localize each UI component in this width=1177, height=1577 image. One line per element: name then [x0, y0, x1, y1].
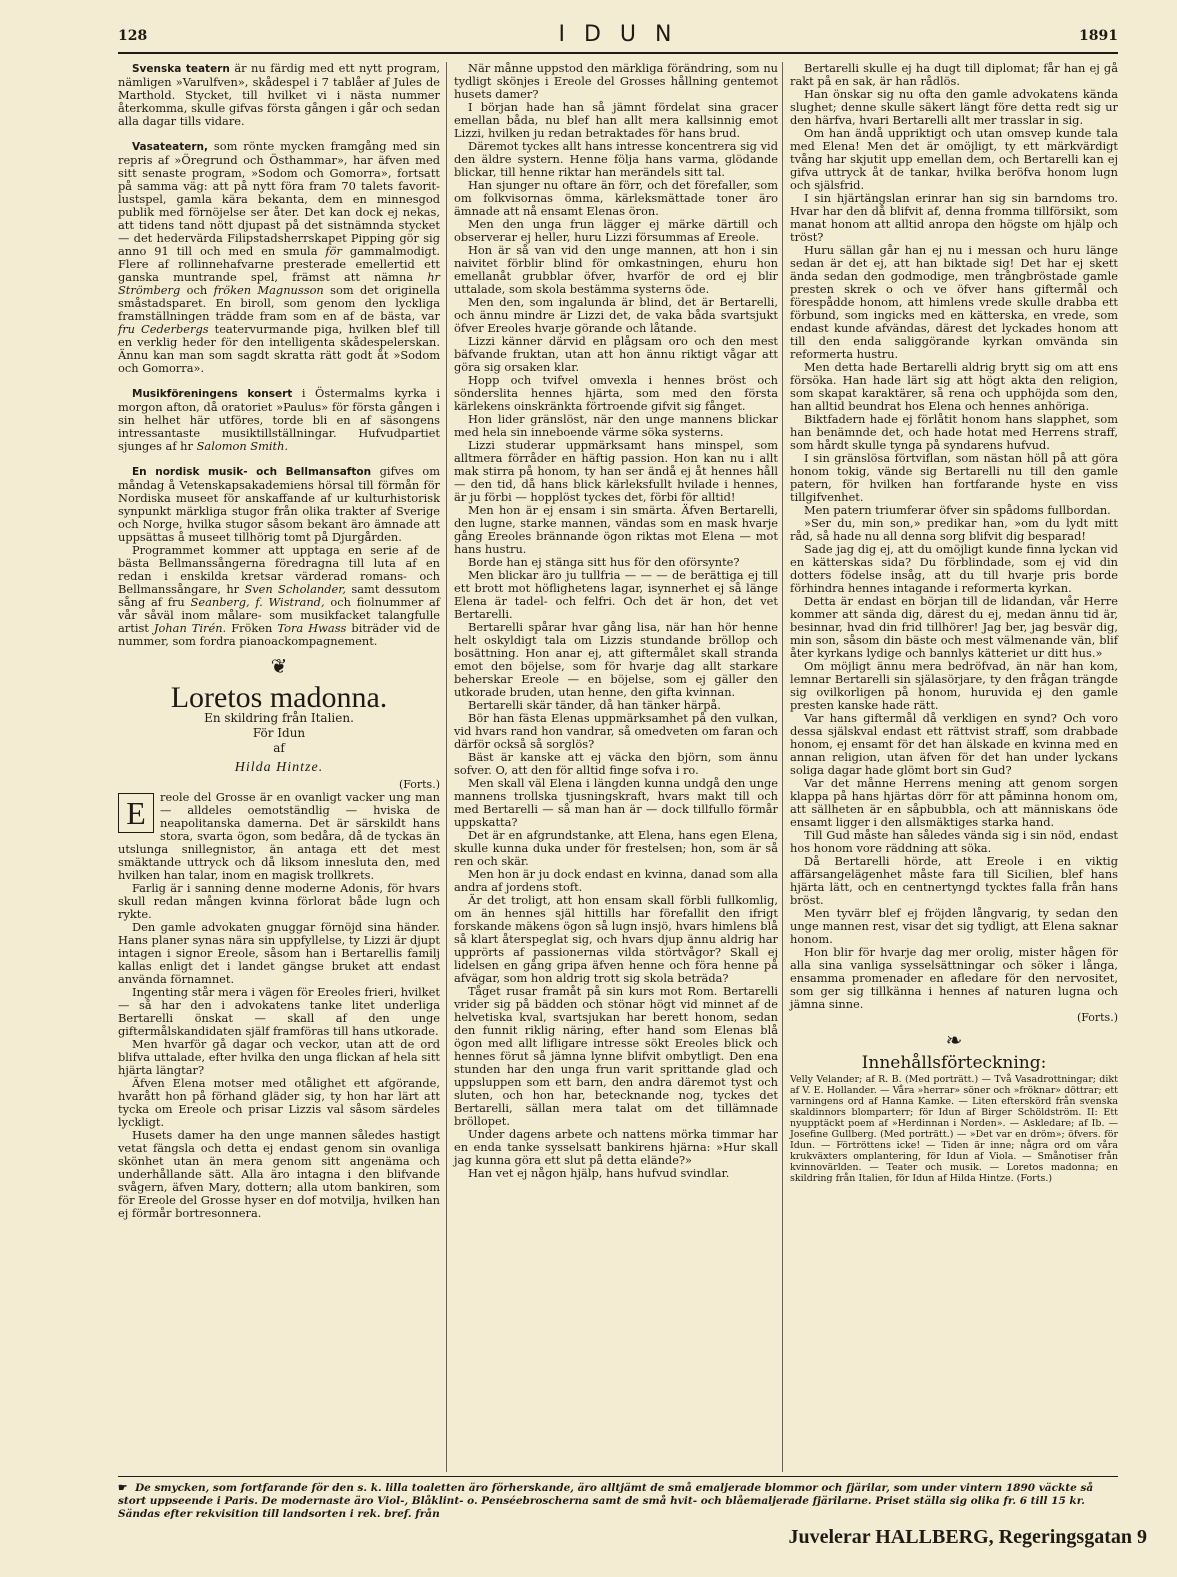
- toc-body: Velly Velander; af R. B. (Med porträtt.) — Två Vasadrottningar; dikt af V. E. Hollander. — Våra »herrar» söner och »fröknar» döttrar; ett varningens ord af Hanna Kamke. — Liten efterskörd från svenska skaldinnors blomparterr; för Idun af Birger Schöldström. II: Ett nyupptäckt poem af »Herdinnan i Norden». — Askledare; af Ib. — Josefine Gullberg. (Med porträtt.) — »Det var en dröm»; öfvers. för Idun. — Förtröttens icke! — Tiden är inne; några ord om våra krukväxters omplantering, för Idun af Viola. — Smånotiser från kvinnovärlden. — Teater och musik. — Loretos madonna; en skildring från Italien, för Idun af Hilda Hintze. (Forts.): [790, 1074, 1118, 1184]
- paragraph: Lizzi studerar uppmärksamt hans minspel, som alltmera förråder en häftig passion. Hon kan nu i allt mak stirra på honom, ty han ser ändå ej åt hennes håll — den tid, då hans blick kärleksfullt hvilade i hennes, är ju förbi — hopplöst tyckes det, förbi för alltid!: [454, 438, 778, 504]
- emphasis: Sven Scholander,: [244, 582, 347, 596]
- paragraph: Bör han fästa Elenas uppmärksamhet på den vulkan, vid hvars rand hon vandrar, så omedveten om faran och därför också så sorglös?: [454, 711, 778, 751]
- paragraph: reole del Grosse är en ovanligt vacker ung man — alldeles oemotständlig — hviska de neapolitanska damerna. Det är särskildt hans stora, svarta ögon, som bedåra, då de tyckas än utslunga snillegnistor, än antaga ett det mest smäktande uttryck och då liksom innesluta den, med hvilken han talar, inom en magisk trollkrets.: [118, 790, 440, 882]
- flourish-ornament-icon: ❧: [945, 1028, 963, 1052]
- paragraph: Han vet ej någon hjälp, hans hufvud svindlar.: [468, 1166, 730, 1180]
- paragraph: Men den, som ingalunda är blind, det är Bertarelli, och ännu mindre är Lizzi det, de vaka båda svartsjukt öfver Ereoles hvarje görande och låtande.: [454, 295, 778, 335]
- notice-text: och: [186, 283, 208, 297]
- paragraph: Bertarelli skulle ej ha dugt till diplomat; får han ej gå rakt på en sak, är han rådlös.: [790, 61, 1118, 88]
- notice-text: och fiolnummer af vår såväl inom målare- som musikfacket talangfulle artist: [118, 595, 441, 635]
- paragraph: Biktfadern hade ej förlåtit honom hans slapphet, som han benämnde det, och hade hotat med Herrens straff, som hårdt skulle tynga på syndarens hufvud.: [790, 412, 1118, 452]
- page-year: 1891: [1079, 28, 1118, 44]
- notice-text: som det originella småstadsparet. En biroll, som genom den lyckliga framställningen trädde fram som en af de bästa, var: [118, 283, 441, 323]
- notice-text: i Östermalms kyrka i morgon afton, då oratoriet »Paulus» för första gången i sin helhet här utföres, torde bli en af säsongens intressantaste musiktillställningar. Hufvudpartiet sjunges af hr: [118, 386, 440, 453]
- paragraph: Hon lider gränslöst, när den unge mannens blickar med hela sin inneboende värme söka systerns.: [454, 412, 778, 439]
- masthead: I D U N: [558, 22, 678, 47]
- paragraph: Är det troligt, att hon ensam skall förbli fullkomlig, om än hennes själ hittills har förefallit den ifrigt forskande mäkens ögon så lugn insjö, hvars himlens blå så klart återspeglat sig, och hvars djup ännu aldrig har upprörts af passionernas vilda störtvågor? Skall ej lidelsen en gång gripa äfven henne och föra henne på afvägar, som hon aldrig trott sig skola beträda?: [454, 893, 778, 985]
- paragraph: »Ser du, min son,» predikar han, »om du lydt mitt råd, så hade nu all denna sorg blifvit dig besparad!: [790, 516, 1118, 543]
- paragraph: Tåget rusar framåt på sin kurs mot Rom. Bertarelli vrider sig på bädden och stönar högt vid minnet af de helvetiska kval, svartsjukan har berett honom, sedan den funnit riklig näring, efter hand som Elenas blå ögon med allt lifligare intresse sökt Ereoles blick och hennes förut så jämna lynne blifvit ombytligt. Den ena stunden har den unga frun varit sprittande glad och uppsluppen som ett barn, den andra däremot tyst och sluten, och hon har, betecknande nog, tyckes det Bertarelli, sällan mera talat om det tillämnade bröllopet.: [454, 984, 778, 1128]
- paragraph: Om han ändå uppriktigt och utan omsvep kunde tala med Elena! Men det är omöjligt, ty ett märkvärdigt tvång har skjutit upp emellan dem, och Bertarelli kan ej gifva uttryck åt de tankar, hvilka beröfva honom lugn och själsfrid.: [790, 126, 1118, 192]
- notice-lead: Vasateatern,: [132, 141, 208, 153]
- notice-text: biträder vid de nummer, som fordra pianoackompagnement.: [118, 621, 441, 648]
- paragraph: Bertarelli skär tänder, då han tänker härpå.: [468, 698, 721, 712]
- paragraph: Men patern triumferar öfver sin spådoms fullbordan.: [804, 503, 1111, 517]
- story-title: Loretos madonna.: [170, 681, 388, 714]
- emphasis: hr Strömberg: [118, 270, 440, 297]
- paragraph: I sin hjärtängslan erinrar han sig sin barndoms tro. Hvar har den då blifvit af, denna fromma tillförsikt, som manat honom att alltid anropa den högste om hjälp och tröst?: [790, 191, 1118, 244]
- paragraph: Men detta hade Bertarelli aldrig brytt sig om att ens försöka. Han hade lärt sig att högt akta den religion, som skapat karaktärer, så rena och upphöjda som den, han alltid beundrat hos Elena och hennes anhöriga.: [790, 360, 1118, 413]
- continuation-note: (Forts.): [1076, 1011, 1118, 1024]
- story-dedication: För Idun: [252, 726, 306, 740]
- column-divider: [782, 62, 783, 1472]
- paragraph: Under dagens arbete och nattens mörka timmar har en enda tanke sysselsatt bankirens hjärna: »Hur skall jag kunna göra ett slut på detta elände?»: [454, 1127, 778, 1167]
- continuation-note: (Forts.): [398, 778, 440, 791]
- notice-lead: Musikföreningens konsert: [132, 388, 293, 400]
- column-divider: [446, 62, 447, 1472]
- paragraph: Då Bertarelli hörde, att Ereole i en viktig affärsangelägenhet måste fara till Sicilien, blef hans hjärta lätt, och en centnertyngd tycktes falla från hans bröst.: [790, 854, 1118, 907]
- story-body: [118, 791, 440, 1220]
- paragraph: När månne uppstod den märkliga förändring, som nu tydligt skönjes i Ereole del Grosses hållning gentemot husets damer?: [454, 61, 778, 101]
- paragraph: Huru sällan går han ej nu i messan och huru länge sedan är det ej, att han biktade sig! Det har ej skett ända sedan den godmodige, men trångbröstade gamle presten skrek o och ve öfver hans giftermål och förespådde honom, att himlens vrede skulle drabba ett förbund, som ingicks med en kätterska, en vrede, som endast kunde afvändas, därest det lyckades honom att till den enda saliggörande kyrkan omvända sin reformerta hustru.: [790, 243, 1118, 361]
- paragraph: Ingenting står mera i vägen för Ereoles frieri, hvilket — så har den i advokatens tanke litet underliga Bertarelli önskat — skall af den unge giftermålskandidaten själf framföras till hans utkorade.: [118, 985, 440, 1038]
- paragraph: Den gamle advokaten gnuggar förnöjd sina händer. Hans planer synas nära sin uppfyllelse, ty Lizzi är djupt intagen i signor Ereole, såsom han i Bertarellis familj kallas enligt det i landet gängse bruket att endast använda förnamnet.: [118, 920, 440, 986]
- story-subtitle: En skildring från Italien.: [204, 711, 354, 725]
- paragraph: Men blickar äro ju tullfria — — — de berättiga ej till ett brott mot höflighetens lagar, isynnerhet ej så länge Elena är tadel- och felfri. Och det är hon, det vet Bertarelli.: [454, 568, 778, 621]
- notice-vasateatern: [118, 140, 440, 375]
- emphasis: fru Cederbergs: [118, 322, 209, 336]
- footer-advert: [118, 1482, 1118, 1521]
- paragraph: Han önskar sig nu ofta den gamle advokatens kända slughet; denne skulle säkert längt före detta redt sig ur den härfva, hvari Bertarelli allt mer trasslar in sig.: [790, 87, 1118, 127]
- paragraph: Var det månne Herrens mening att genom sorgen klappa på hans hjärtas dörr för att påminna honom om, att sällheten är en såpbubbla, och att människans öde ensamt ligger i den allsmäktiges starka hand.: [790, 776, 1118, 829]
- notice-lead: Svenska teatern: [132, 63, 230, 75]
- column-right: [790, 62, 1118, 1184]
- drop-cap: E: [118, 793, 154, 833]
- paragraph: Farlig är i sanning denne moderne Adonis, för hvars skull redan mången kvinna förlorat både lugn och rykte.: [118, 881, 440, 921]
- paragraph: I sin gränslösa förtviflan, som nästan höll på att göra honom tokig, vände sig Bertarelli nu till den gamle patern, för hvilken han fortfarande hyste en viss tillgifvenhet.: [790, 451, 1118, 504]
- paragraph: Om möjligt ännu mera bedröfvad, än när han kom, lemnar Bertarelli sin själasörjare, ty den frågan trängde sig ovilkorligen på honom, huruvida ej den gamle presten kanske hade rätt.: [790, 659, 1118, 712]
- paragraph: Bäst är kanske att ej väcka den björn, som ännu sofver. O, att den för alltid finge sofva i ro.: [454, 750, 778, 777]
- footer-rule: [118, 1476, 1118, 1477]
- paragraph: Lizzi känner därvid en plågsam oro och den mest bäfvande fruktan, utan att hon ännu riktigt vågar att göra sig orsaken klar.: [454, 334, 778, 374]
- advert-text: De smycken, som fortfarande för den s. k. lilla toaletten äro förherskande, äro alltjämt de små emaljerade blommor och fjärilar, som under vintern 1890 väckte så stort uppseende i Paris. De modernaste äro Viol-, Blåklint- o. Penséebroscherna samt de små hvit- och blåemaljerade fjärilarne. Priset ställa sig olika fr. 6 till 15 kr. Sändas efter rekvisition till landsorten i rek. bref. från: [118, 1482, 1094, 1520]
- paragraph: Det är en afgrundstanke, att Elena, hans egen Elena, skulle kunna duka under för frestelsen; hon, som är så ren och skär.: [454, 828, 778, 868]
- emphasis: Tora Hwass: [277, 621, 347, 635]
- advert-brand: Juvelerar HALLBERG, Regeringsgatan 9: [788, 1526, 1147, 1548]
- column-left: [118, 62, 440, 1220]
- paragraph: Men den unga frun lägger ej märke därtill och observerar ej heller, huru Lizzi försummas af Ereole.: [454, 217, 778, 244]
- notice-svenska-teatern: [118, 62, 440, 128]
- page-number: 128: [118, 28, 148, 44]
- notice-text: teatervurmande piga, hvilken blef till en verklig heder för den intelligenta skådespelerskan. Ännu kan man som sagdt skratta rätt godt åt »Sodom och Gomorra».: [118, 322, 441, 375]
- paragraph: Sade jag dig ej, att du omöjligt kunde finna lyckan vid en kätterskas sida? Du förblindade, som ej vid din dotters födelse insåg, att du till hvarje pris borde förhindra hennes intagande i reformerta kyrkan.: [790, 542, 1118, 595]
- notice-text: Programmet kommer att upptaga en serie af de bästa Bellmanssångerna föredragna till luta af en redan i enskilda kretsar värderad romans- och Bellmanssångare, hr: [118, 543, 440, 596]
- notice-musikforeningen: [118, 387, 440, 453]
- paragraph: Däremot tyckes allt hans intresse koncentrera sig vid den äldre systern. Henne följa hans varma, glödande blickar, till henne riktar han merändels sitt tal.: [454, 139, 778, 179]
- emphasis: fröken Magnusson: [213, 283, 324, 297]
- notice-lead: En nordisk musik- och Bellmansafton: [132, 466, 372, 478]
- toc-title: Innehållsförteckning:: [861, 1053, 1047, 1073]
- pointing-hand-icon: ☛: [118, 1482, 128, 1494]
- page-header: [118, 22, 1118, 50]
- notice-bellmansafton: [118, 465, 440, 648]
- paragraph: Äfven Elena motser med otålighet ett afgörande, hvarått hon på förhand gläder sig, ty hon har lärt att tycka om Ereole och prisar Lizzis val såsom särdeles lyckligt.: [118, 1076, 440, 1129]
- paragraph: Men tyvärr blef ej fröjden långvarig, ty sedan den unge mannen rest, visar det sig tydligt, att Elena saknar honom.: [790, 906, 1118, 946]
- paragraph: Var hans giftermål då verkligen en synd? Och voro dessa själskval endast ett rättvist straff, som drabbade honom, ej ensamt för det han älskade en kvinna med en annan religion, utan äfven för det han under lyckans soliga dagar hade glömt bort sin Gud?: [790, 711, 1118, 777]
- story-byline: af: [273, 741, 285, 755]
- paragraph: Hon är så van vid den unge mannen, att hon i sin naivitet förblir blind för omkastningen, ehuru hon emellanåt grubblar öfver, hvarför de ord ej blir uttalade, som skola bestämma systerns öde.: [454, 243, 778, 296]
- paragraph: Till Gud måste han således vända sig i sin nöd, endast hos honom vore räddning att söka.: [790, 828, 1118, 855]
- notice-text: gammalmodigt. Flere af rollinnehafvarne presterade emellertid ett ganska muntrande spel, främst att nämna: [118, 244, 441, 284]
- emphasis: för: [325, 244, 342, 258]
- emphasis: Seanberg, f. Wistrand,: [190, 595, 325, 609]
- paragraph: Men skall väl Elena i längden kunna undgå den unge mannens trollska tjusningskraft, hvars makt till och med Bertarelli — så man han är — dock tillfullo förmår uppskatta?: [454, 776, 778, 829]
- notice-text: samt dessutom sång af fru: [118, 582, 440, 609]
- column-middle: [454, 62, 778, 1180]
- paragraph: Borde han ej stänga sitt hus för den oförsynte?: [468, 555, 740, 569]
- story-author: Hilda Hintze.: [234, 760, 324, 775]
- header-rule: [118, 52, 1118, 54]
- paragraph: Men hon är ju dock endast en kvinna, danad som alla andra af jordens stoft.: [454, 867, 778, 894]
- notice-text: är nu färdig med ett nytt program, nämligen »Varulfven», skådespel i 7 tablåer af Jules de Marthold. Stycket, till hvilket vi i nästa nummer återkomma, skulle gifvas första gången i går och sedan alla dagar tills vidare.: [118, 61, 440, 128]
- paragraph: Han sjunger nu oftare än förr, och det förefaller, som om folkvisornas ömma, kärleksmättade toner äro ämnade att nå ensamt Elenas öron.: [454, 178, 778, 218]
- paragraph: Men hvarför gå dagar och veckor, utan att de ord blifva uttalade, efter hvilka den unga flickan af hela sitt hjärta längtar?: [118, 1037, 440, 1077]
- emphasis: Johan Tirén.: [153, 621, 227, 635]
- paragraph: Men hon är ej ensam i sin smärta. Äfven Bertarelli, den lugne, starke mannen, vändas som en mask hvarje gång Ereoles brännande ögon riktas mot Elena — mot hans hustru.: [454, 503, 778, 556]
- flourish-ornament-icon: ❦: [270, 654, 288, 678]
- paragraph: Husets damer ha den unge mannen således hastigt vetat fängsla och detta ej endast genom sin ovanliga skönhet utan än mera genom sitt angenäma och underhållande sätt. Alla äro intagna i den blifvande svågern, äfven Mary, dottern; alla utom bankiren, som för Ereole del Grosse hyser en dof motvilja, hvilken han ej förmår bortresonnera.: [118, 1128, 441, 1220]
- notice-text: som rönte mycken framgång med sin repris af »Öregrund och Östhammar», har äfven med sitt senaste program, »Sodom och Gomorra», fortsatt på samma väg: att på nytt föra fram 70 talets favorit-lustspel, gamla kära bekanta, dem en minnesgod publik med förnöjelse ser åter. Det kan dock ej nekas, att tidens tand nött djupast på det sistnämnda stycket — det hedervärda Filipstadsherrskapet Pipping gör sig anno 91 till och med en smula: [118, 139, 440, 258]
- paragraph: Detta är endast en början till de lidandan, vår Herre kommer att sända dig, därest du ej, medan ännu tid är, besinnar, hvad din frid tillhörer! Jag ber, jag besvär dig, min son, såsom din bäste och mest välmenande vän, blif åter kyrkans lydige och bannlys kätteriet ur ditt hus.»: [790, 594, 1118, 660]
- paragraph: Hopp och tvifvel omvexla i hennes bröst och sönderslita hennes hjärta, som med den första kärlekens oinskränkta förtroende gifvit sig fånget.: [454, 373, 778, 413]
- paragraph: I början hade han så jämnt fördelat sina gracer emellan båda, nu blef han allt mera kallsinnig emot Lizzi, hvilken ju redan betraktades för hans brud.: [454, 100, 778, 140]
- notice-text: gifves om måndag å Vetenskapsakademiens hörsal till förmån för Nordiska museet för anskaffande af ur kulturhistorisk synpunkt märkliga stugor från olika trakter af Sverige och Norge, hvilka stugor såsom bekant äro ämnade att uppsättas å museet tillhörig tomt på Djurgården.: [118, 464, 441, 544]
- paragraph: Bertarelli spårar hvar gång lisa, när han hör henne helt oskyldigt tala om Lizzis stundande bröllop och bosättning. Hon anar ej, att giftermålet skall stranda emot den böjelse, som för hvarje dag allt starkare beherskar Ereole — en böjelse, som ej gäller den utkorade bruden, utan henne, den gifta kvinnan.: [454, 620, 778, 699]
- emphasis: Salomon Smith.: [196, 439, 289, 453]
- paragraph: Hon blir för hvarje dag mer orolig, mister hågen för alla sina vanliga sysselsättningar och söker i långa, ensamma promenader en afledare för den nervositet, som ger sig tillkänna i hennes af naturen lugna och jämna sinne.: [790, 945, 1118, 1011]
- notice-text: Fröken: [231, 621, 273, 635]
